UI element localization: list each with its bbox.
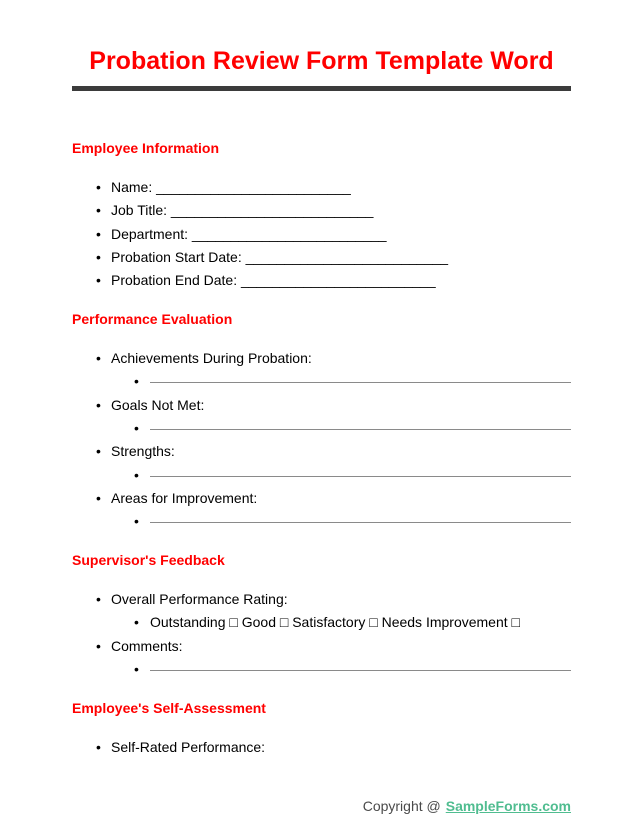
copyright-text: Copyright @ (362, 798, 441, 814)
form-field-label: Probation End Date: _________________________ (111, 272, 436, 289)
rating-options: Outstanding □ Good □ Satisfactory □ Needs Improvement □ (150, 614, 520, 631)
form-field-label: Areas for Improvement: (111, 489, 258, 506)
form-field-label: Overall Performance Rating: (111, 591, 288, 608)
form-field-label: Name: _________________________ (111, 178, 351, 195)
form-field-label: Self-Rated Performance: (111, 739, 266, 756)
write-in-line (111, 658, 571, 681)
form-field-label: Goals Not Met: (111, 396, 205, 413)
form-field-label: Comments: (111, 637, 183, 654)
form-field-comments (72, 635, 571, 682)
blank-line (150, 382, 571, 383)
form-field-label: Strengths: (111, 443, 175, 460)
section-heading-performance-evaluation: Performance Evaluation (72, 311, 233, 328)
employee-information-list (72, 176, 571, 292)
form-field-achievements (72, 347, 571, 394)
section-heading-supervisors-feedback: Supervisor's Feedback (72, 552, 225, 569)
footer (363, 797, 571, 815)
write-in-line (111, 464, 571, 487)
rating-checkbox-row (111, 611, 571, 634)
form-field-areas-for-improvement (72, 487, 571, 534)
form-field-name (72, 176, 571, 199)
self-assessment-list (72, 736, 571, 759)
write-in-line (111, 370, 571, 393)
sampleforms-link[interactable]: SampleForms.com (445, 798, 571, 814)
form-field-self-rated-performance (72, 736, 571, 759)
form-field-goals-not-met (72, 394, 571, 441)
form-field-label: Department: _________________________ (111, 225, 387, 242)
form-field-department (72, 223, 571, 246)
form-field-probation-start-date (72, 246, 571, 269)
section-heading-employee-information: Employee Information (72, 140, 220, 156)
blank-line (150, 429, 571, 430)
form-field-strengths (72, 440, 571, 487)
supervisors-feedback-list (72, 588, 571, 681)
section-heading-employees-self-assessment: Employee's Self-Assessment (72, 700, 266, 717)
form-field-job-title (72, 199, 571, 222)
blank-line (150, 476, 571, 477)
form-field-overall-performance-rating (72, 588, 571, 635)
form-field-label: Job Title: __________________________ (111, 202, 374, 219)
performance-evaluation-list (72, 347, 571, 533)
write-in-line (111, 417, 571, 440)
form-field-probation-end-date (72, 269, 571, 292)
title-rule (72, 86, 571, 91)
blank-line (150, 522, 571, 523)
form-field-label: Probation Start Date: __________________________ (111, 248, 449, 265)
page-title: Probation Review Form Template Word (89, 47, 554, 75)
write-in-line (111, 510, 571, 533)
blank-line (150, 670, 571, 671)
form-field-label: Achievements During Probation: (111, 350, 312, 367)
